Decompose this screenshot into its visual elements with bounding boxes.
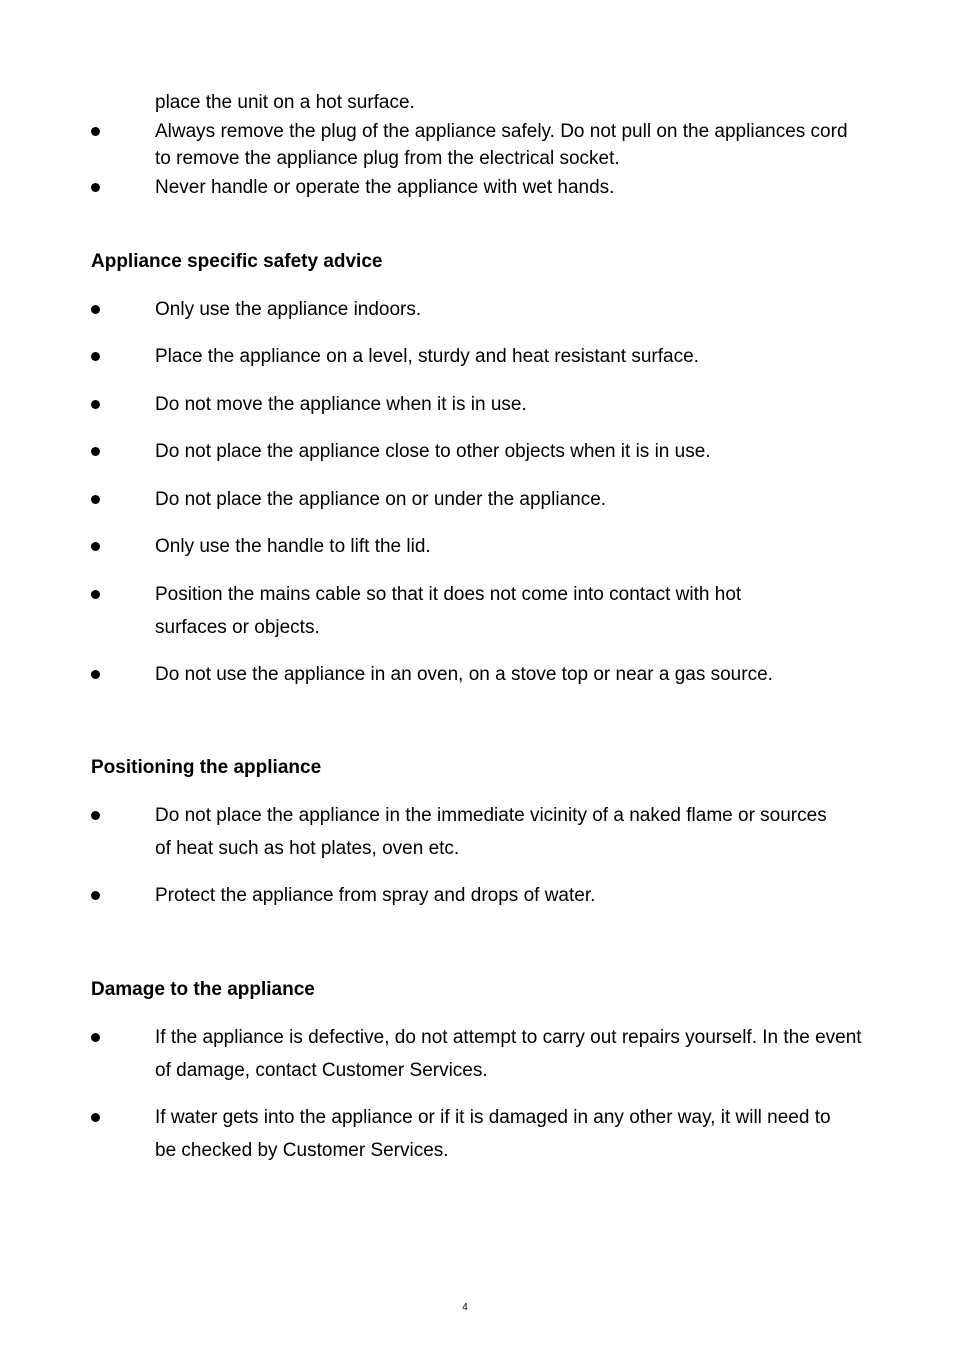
section-heading-positioning: Positioning the appliance — [91, 757, 322, 778]
bullet-icon — [91, 1033, 100, 1042]
damage-item-1: If the appliance is defective, do not attempt to carry out repairs yourself. In the event of damage, contact Customer Services. — [155, 1027, 862, 1081]
safety-item-2: Place the appliance on a level, sturdy and heat resistant surface. — [155, 346, 699, 367]
intro-continuation: place the unit on a hot surface. — [155, 92, 415, 113]
bullet-icon — [91, 447, 100, 456]
bullet-icon — [91, 891, 100, 900]
bullet-icon — [91, 495, 100, 504]
section-heading-safety: Appliance specific safety advice — [91, 251, 383, 272]
safety-item-6: Only use the handle to lift the lid. — [155, 536, 431, 557]
bullet-icon — [91, 352, 100, 361]
safety-item-1: Only use the appliance indoors. — [155, 299, 422, 320]
bullet-icon — [91, 127, 100, 136]
bullet-icon — [91, 542, 100, 551]
damage-item-2: If water gets into the appliance or if it is damaged in any other way, it will need to be checked by Customer Services. — [155, 1107, 831, 1161]
positioning-item-1: Do not place the appliance in the immediate vicinity of a naked flame or sources of heat such as hot plates, oven etc. — [155, 805, 827, 859]
section-heading-damage: Damage to the appliance — [91, 979, 315, 1000]
safety-item-3: Do not move the appliance when it is in use. — [155, 394, 527, 415]
intro-item-1: Always remove the plug of the appliance safely. Do not pull on the appliances cord to remove the appliance plug from the electrical socket. — [155, 121, 848, 169]
bullet-icon — [91, 811, 100, 820]
bullet-icon — [91, 400, 100, 409]
safety-item-5: Do not place the appliance on or under the appliance. — [155, 489, 607, 510]
safety-item-7: Position the mains cable so that it does not come into contact with hot surfaces or objects. — [155, 584, 742, 638]
bullet-icon — [91, 183, 100, 192]
bullet-icon — [91, 305, 100, 314]
bullet-icon — [91, 670, 100, 679]
safety-item-4: Do not place the appliance close to other objects when it is in use. — [155, 441, 711, 462]
page-number: 4 — [462, 1302, 468, 1313]
safety-item-8: Do not use the appliance in an oven, on a stove top or near a gas source. — [155, 664, 773, 685]
bullet-icon — [91, 590, 100, 599]
intro-item-2: Never handle or operate the appliance with wet hands. — [155, 177, 615, 198]
bullet-icon — [91, 1113, 100, 1122]
positioning-item-2: Protect the appliance from spray and drops of water. — [155, 885, 596, 906]
